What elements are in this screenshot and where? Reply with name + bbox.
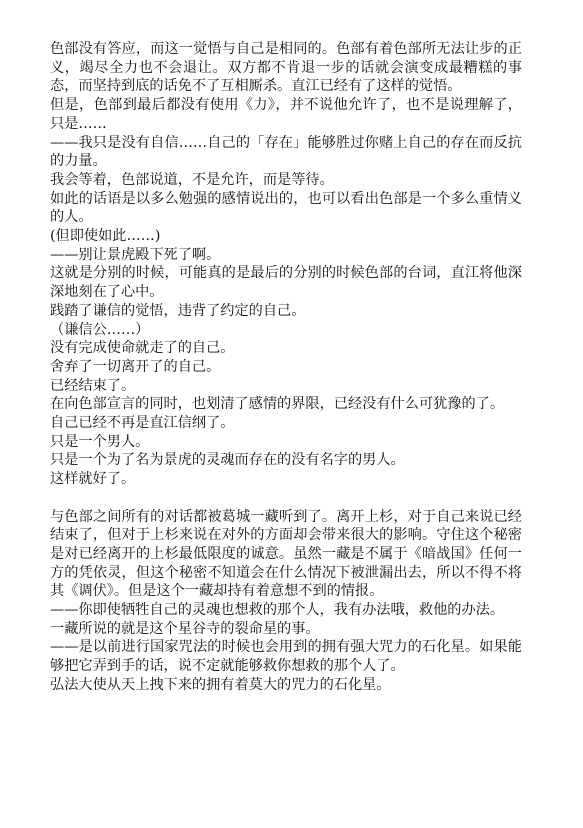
paragraph-15: 自己已经不再是直江信纲了。: [50, 415, 235, 432]
paragraph-18: 这样就好了。: [50, 471, 136, 488]
paragraph-4: 我会等着，色部说道，不是允许，而是等待。: [50, 171, 334, 188]
paragraph-20: ——你即使牺牲自己的灵魂也想救的那个人，我有办法哦，救他的办法。: [50, 602, 505, 619]
paragraph-6: (但即使如此……): [50, 228, 161, 245]
paragraph-11: 没有完成使命就走了的自己。: [50, 340, 235, 357]
paragraph-3: ——我只是没有自信……自己的「存在」能够胜过你赌上自己的存在而反抗的力量。: [50, 134, 522, 170]
paragraph-12: 舍弃了一切离开了的自己。: [50, 358, 221, 375]
paragraph-19: 与色部之间所有的对话都被葛城一藏听到了。离开上杉，对于自己来说已经结束了，但对于上杉来说在对外的方面却会带来很大的影响。守住这个秘密是对已经离开的上杉最低限度的诚意。虽然一藏是不属于《暗战国》任何一方的凭依灵，但这个秘密不知道会在什么情况下被泄漏出去，所以不得不将其《调伏》。但是这个一藏却持有着意想不到的情报。: [50, 508, 522, 600]
paragraph-9: 践踏了谦信的觉悟，违背了约定的自己。: [50, 302, 306, 319]
paragraph-13: 已经结束了。: [50, 377, 136, 394]
paragraph-7: ——别让景虎殿下死了啊。: [50, 246, 221, 263]
paragraph-21: 一藏所说的就是这个星谷寺的裂命星的事。: [50, 620, 320, 637]
document-page: [50, 40, 522, 695]
paragraph-17: 只是一个为了名为景虎的灵魂而存在的没有名字的男人。: [50, 452, 405, 469]
paragraph-1: 色部没有答应，而这一觉悟与自己是相同的。色部有着色部所无法让步的正义，竭尽全力也不会退让。双方都不肯退一步的话就会演变成最糟糕的事态，而坚持到底的话免不了互相厮杀。直江已经有了这样的觉悟。: [50, 41, 522, 95]
paragraph-2: 但是，色部到最后都没有使用《力》，并不说他允许了，也不是说理解了，只是……: [50, 97, 522, 132]
blank-line: [50, 489, 522, 508]
paragraph-5: 如此的话语是以多么勉强的感情说出的，也可以看出色部是一个多么重情义的人。: [50, 190, 522, 226]
paragraph-8: 这就是分别的时候，可能真的是最后的分别的时候色部的台词，直江将他深深地刻在了心中。: [50, 265, 522, 301]
paragraph-16: 只是一个男人。: [50, 433, 150, 450]
paragraph-23: 弘法大使从天上拽下来的拥有着莫大的咒力的石化星。: [50, 676, 391, 693]
paragraph-22: ——是以前进行国家咒法的时候也会用到的拥有强大咒力的石化星。如果能够把它弄到手的话，说不定就能够救你想救的那个人了。: [50, 639, 522, 675]
paragraph-14: 在向色部宣言的同时，也划清了感情的界限，已经没有什么可犹豫的了。: [50, 396, 505, 413]
paragraph-10: （谦信公……）: [50, 321, 150, 338]
